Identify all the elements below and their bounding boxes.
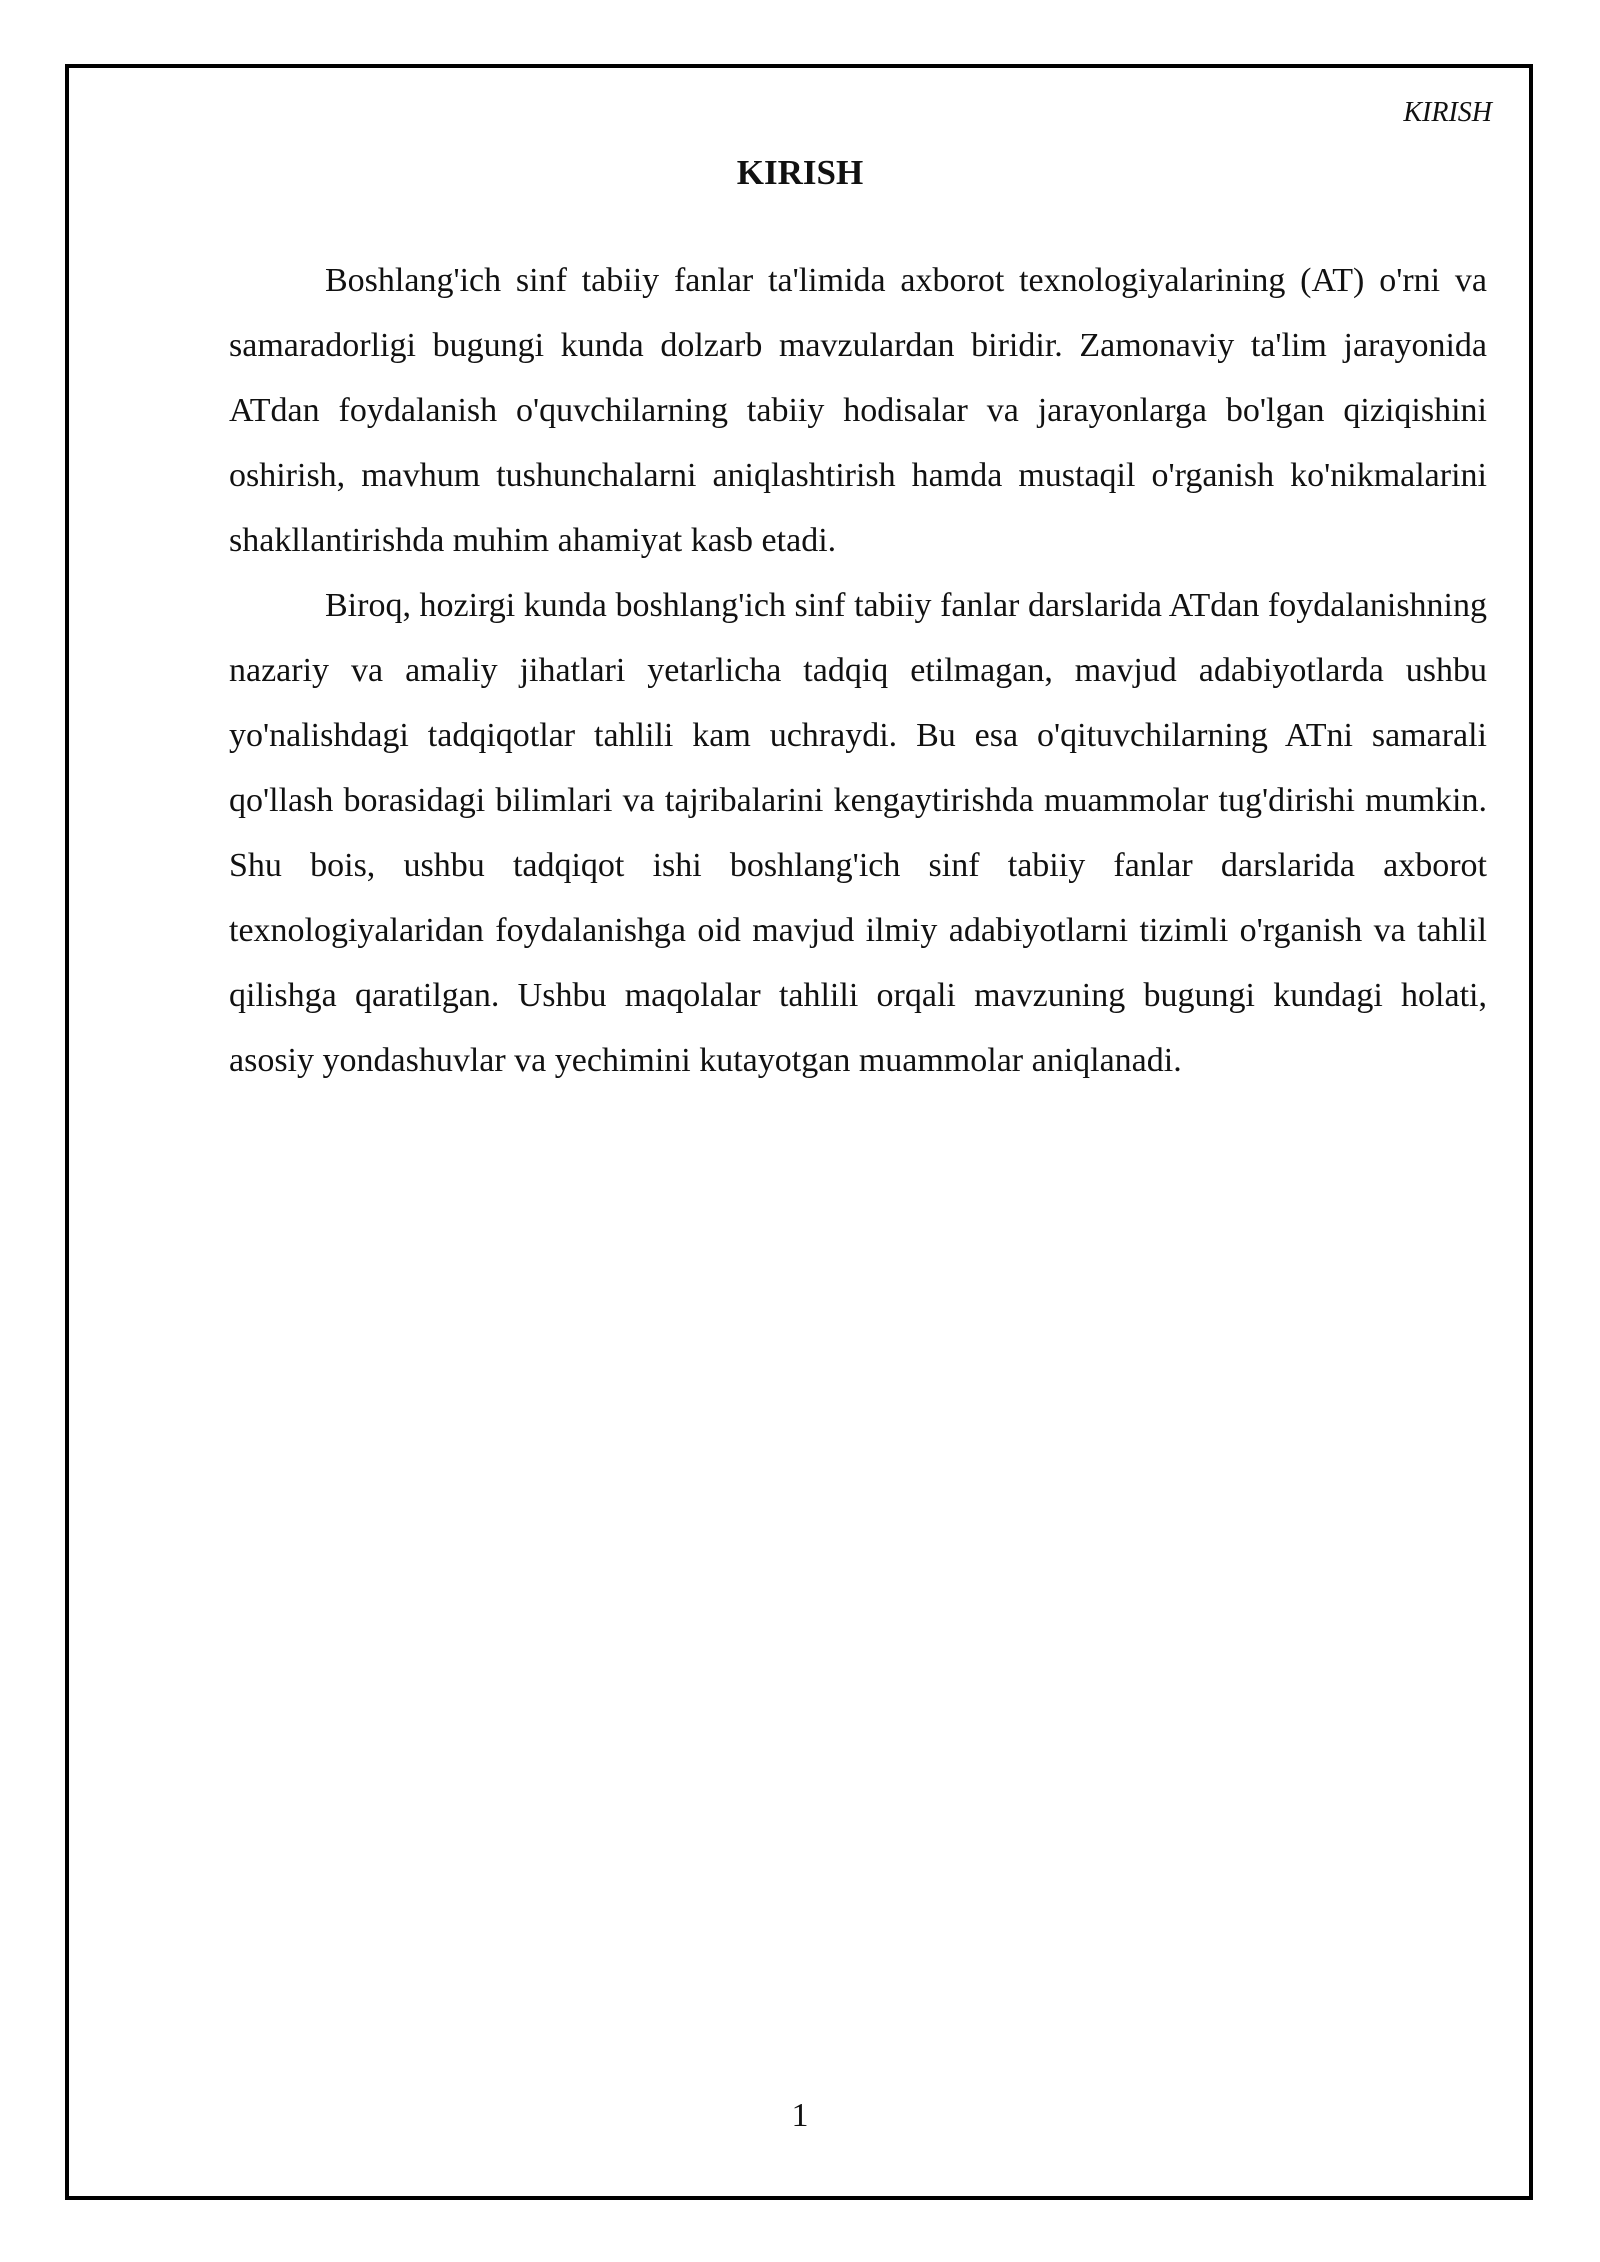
- paragraph-1: Boshlang'ich sinf tabiiy fanlar ta'limida axborot texnologiyalarining (AT) o'rni va samaradorligi bugungi kunda dolzarb mavzulardan biridir. Zamonaviy ta'lim jarayonida ATdan foydalanish o'quvchilarning tabiiy hodisalar va jarayonlarga bo'lgan qiziqishini oshirish, mavhum tushunchalarni aniqlashtirish hamda mustaqil o'rganish ko'nikmalarini shakllantirishda muhim ahamiyat kasb etadi.: [229, 262, 1487, 559]
- paragraph-2: Biroq, hozirgi kunda boshlang'ich sinf tabiiy fanlar darslarida ATdan foydalanishning nazariy va amaliy jihatlari yetarlicha tadqiq etilmagan, mavjud adabiyotlarda ushbu yo'nalishdagi tadqiqotlar tahlili kam uchraydi. Bu esa o'qituvchilarning ATni samarali qo'llash borasidagi bilimlari va tajribalarini kengaytirishda muammolar tug'dirishi mumkin. Shu bois, ushbu tadqiqot ishi boshlang'ich sinf tabiiy fanlar darslarida axborot texnologiyalaridan foydalanishga oid mavjud ilmiy adabiyotlarni tizimli o'rganish va tahlil qilishga qaratilgan. Ushbu maqolalar tahlili orqali mavzuning bugungi kundagi holati, asosiy yondashuvlar va yechimini kutayotgan muammolar aniqlanadi.: [229, 587, 1487, 1079]
- body-text: [229, 248, 1487, 1093]
- running-header: KIRISH: [1403, 97, 1492, 128]
- section-title: KIRISH: [736, 153, 864, 192]
- page-number: 1: [791, 2097, 809, 2134]
